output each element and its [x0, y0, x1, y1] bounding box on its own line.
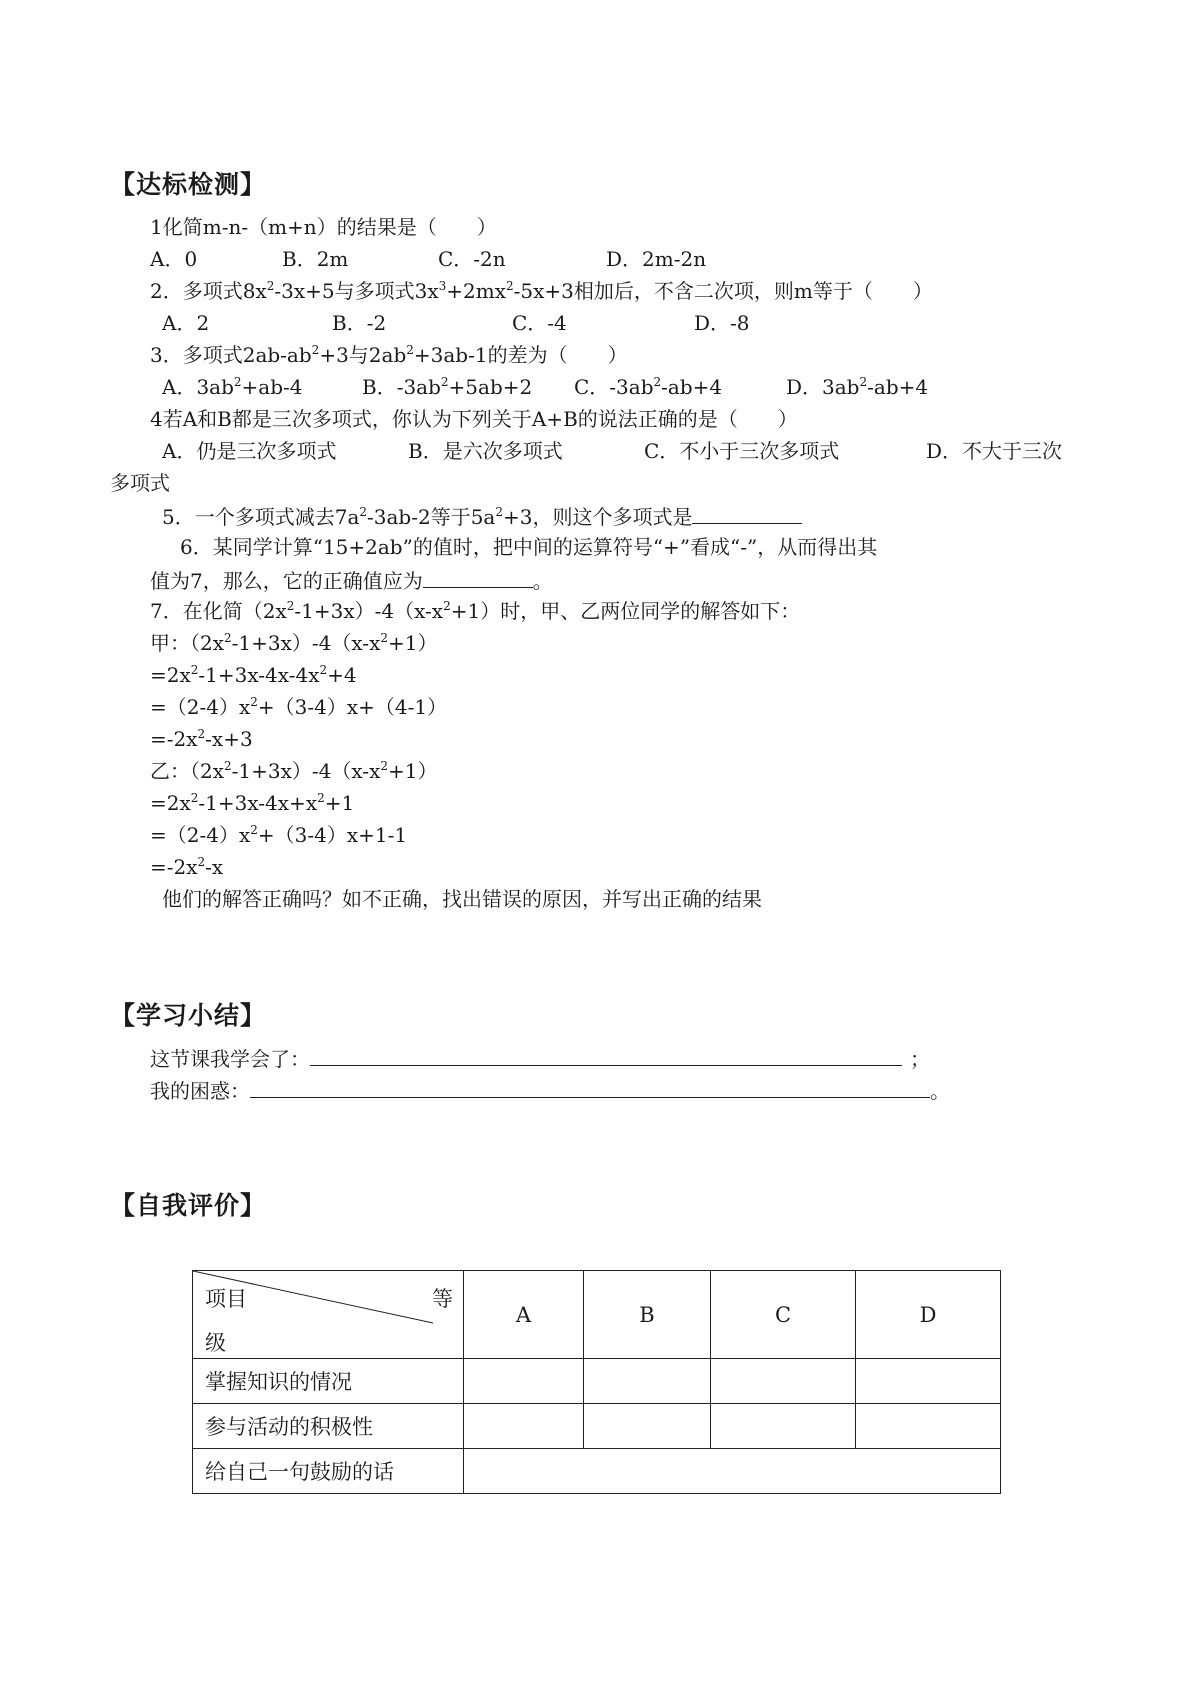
grade-cell[interactable] — [856, 1404, 1001, 1449]
q2-exponent: 3 — [438, 279, 447, 293]
summary-learned-row: 这节课我学会了： ； — [150, 1043, 930, 1073]
q3-text-part: +3与2ab — [319, 343, 407, 367]
summary-learned-field[interactable] — [310, 1043, 902, 1066]
q1-option-b: B．2m — [282, 247, 349, 271]
q2-exponent: 2 — [506, 279, 514, 293]
q3-option-c: C．$-3ab^2-ab+4$ — [574, 375, 723, 399]
section-heading-self-eval: 【自我评价】 — [110, 1191, 267, 1220]
table-corner-header — [193, 1271, 464, 1359]
section-heading-test: 【达标检测】 — [110, 170, 267, 199]
question-1-options — [150, 245, 706, 273]
q2-option-a: A．2 — [162, 311, 210, 335]
q1-option-a: A．0 — [150, 247, 198, 271]
row-label-participation: 参与活动的积极性 — [193, 1404, 464, 1449]
corner-label-grade-top: 等 — [432, 1287, 453, 1311]
jia-solution-line-3: $=(2-4)x^2+(3-4)x+(4-1)$ — [150, 695, 448, 719]
q2-option-c: C．-4 — [512, 311, 567, 335]
yi-solution-line-1: 乙：$(2x^2-1+3x)-4(x-x^2+1)$ — [150, 759, 438, 783]
q3-text-part: 3．多项式2ab-ab — [150, 343, 312, 367]
row-label-encouragement: 给自己一句鼓励的话 — [193, 1449, 464, 1494]
corner-label-item: 项目 — [205, 1287, 247, 1311]
q2-text-part: -3x+5与多项式3x — [274, 279, 439, 303]
grade-header-c: C — [711, 1271, 856, 1359]
question-7-prompt: 他们的解答正确吗？如不正确，找出错误的原因，并写出正确的结果 — [162, 887, 762, 911]
question-5-stem: 5．一个多项式减去$7a^2-3ab-2$等于$5a^2+3$，则这个多项式是 — [162, 501, 802, 531]
q6-answer-blank[interactable] — [423, 565, 533, 588]
q5-answer-blank[interactable] — [692, 501, 802, 524]
grade-cell[interactable] — [584, 1359, 711, 1404]
q3-option-a: A．$3ab^2+ab-4$ — [162, 375, 303, 399]
question-3-options — [162, 373, 928, 401]
q1-option-d: D．2m-2n — [606, 247, 707, 271]
jia-solution-line-1: 甲：$(2x^2-1+3x)-4(x-x^2+1)$ — [150, 631, 438, 655]
summary-learned-label: 这节课我学会了： — [150, 1047, 310, 1071]
grade-header-a: A — [464, 1271, 584, 1359]
q2-text-part: +2mx — [446, 279, 506, 303]
summary-confusion-row: 我的困惑： 。 — [150, 1075, 950, 1105]
summary-confusion-label: 我的困惑： — [150, 1079, 250, 1103]
q4-option-b: B．是六次多项式 — [408, 439, 563, 463]
question-4-stem: 4若A和B都是三次多项式，你认为下列关于A+B的说法正确的是（ ） — [150, 407, 798, 431]
q4-option-a: A．仍是三次多项式 — [162, 439, 337, 463]
grade-header-d: D — [856, 1271, 1001, 1359]
question-4-option-d-continued: 多项式 — [110, 471, 170, 495]
encouragement-cell[interactable] — [464, 1449, 1001, 1494]
q2-option-d: D．-8 — [694, 311, 750, 335]
jia-solution-line-2: $=2x^2-1+3x-4x-4x^2+4$ — [150, 663, 357, 687]
grade-cell[interactable] — [464, 1359, 584, 1404]
yi-solution-line-4: $=-2x^2-x$ — [150, 855, 224, 879]
question-6-line-2: 值为7，那么，它的正确值应为 。 — [150, 565, 553, 595]
section-heading-summary: 【学习小结】 — [110, 1001, 267, 1030]
grade-cell[interactable] — [584, 1404, 711, 1449]
question-2-options — [162, 309, 750, 337]
question-2-stem — [150, 277, 933, 305]
q2-text-part: -5x+3相加后，不含二次项，则m等于（ ） — [513, 279, 933, 303]
row-label-knowledge: 掌握知识的情况 — [193, 1359, 464, 1404]
grade-cell[interactable] — [464, 1404, 584, 1449]
grade-cell[interactable] — [711, 1404, 856, 1449]
q3-option-d: D．$3ab^2-ab+4$ — [786, 375, 929, 399]
grade-header-b: B — [584, 1271, 711, 1359]
q4-option-c: C．不小于三次多项式 — [644, 439, 840, 463]
jia-solution-line-4: $=-2x^2-x+3$ — [150, 727, 253, 751]
q3-option-b: B．$-3ab^2+5ab+2$ — [362, 375, 533, 399]
q2-exponent: 2 — [266, 279, 275, 293]
q2-option-b: B．-2 — [332, 311, 387, 335]
q2-text-part: 2．多项式8x — [150, 279, 267, 303]
q4-option-d: D．不大于三次 — [926, 439, 1063, 463]
summary-confusion-field[interactable] — [250, 1075, 930, 1098]
question-7-stem: 7．在化简$(2x^2-1+3x)-4(x-x^2+1)$时，甲、乙两位同学的解答如下： — [150, 599, 801, 623]
grade-cell[interactable] — [856, 1359, 1001, 1404]
question-3-stem — [150, 341, 628, 369]
yi-solution-line-2: $=2x^2-1+3x-4x+x^2+1$ — [150, 791, 355, 815]
q3-exponent: 2 — [406, 343, 414, 357]
grade-cell[interactable] — [711, 1359, 856, 1404]
table-row — [193, 1359, 1001, 1404]
table-row — [193, 1404, 1001, 1449]
question-1-stem: 1化简m-n-（m+n）的结果是（ ） — [150, 215, 497, 239]
yi-solution-line-3: $=(2-4)x^2+(3-4)x+1-1$ — [150, 823, 408, 847]
self-evaluation-table — [192, 1270, 1001, 1494]
question-4-options — [162, 437, 1062, 465]
q3-exponent: 2 — [311, 343, 320, 357]
corner-label-grade-bottom: 级 — [205, 1331, 226, 1355]
table-row — [193, 1449, 1001, 1494]
q1-option-c: C．-2n — [438, 247, 506, 271]
q3-text-part: +3ab-1的差为（ ） — [413, 343, 628, 367]
question-6-line-1: 6．某同学计算“15+2ab”的值时，把中间的运算符号“+”看成“-”，从而得出其 — [180, 535, 878, 559]
